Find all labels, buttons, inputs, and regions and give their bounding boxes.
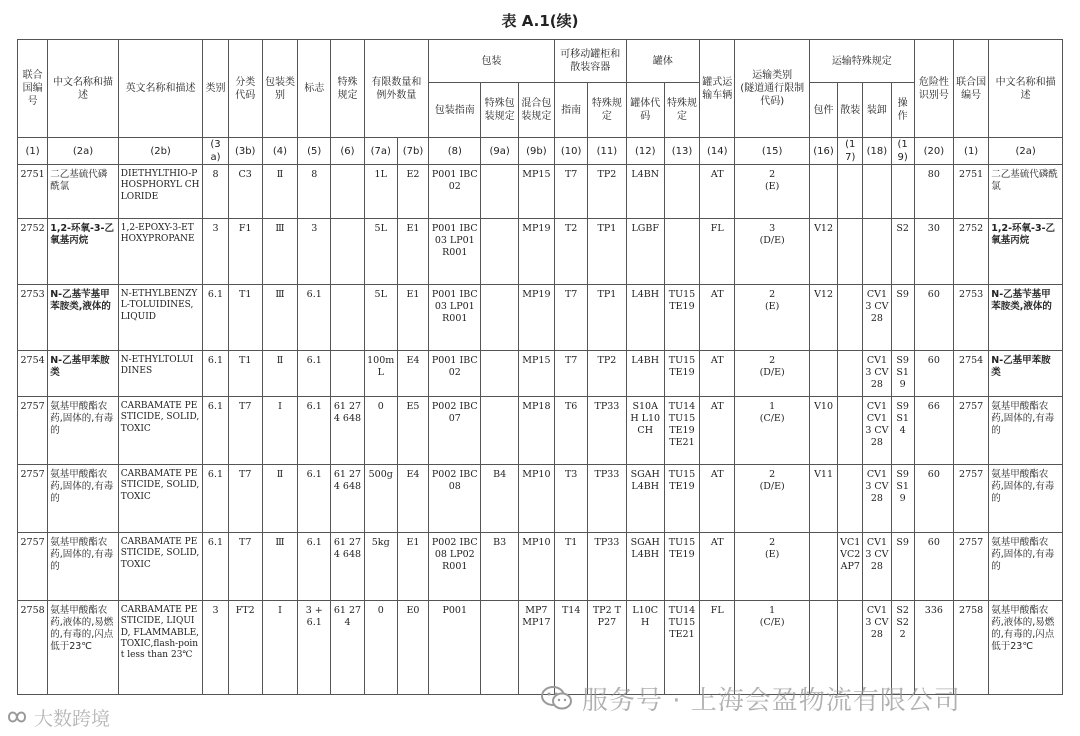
column-number: (2a) [989,138,1063,165]
transport-cat-value: 2 [769,289,776,300]
header-packaging: 包装 [429,40,555,83]
label-cell: 6.1 [298,533,331,601]
column-number: (2a) [48,138,119,165]
pack-special-cell: B4 [481,465,518,533]
transport-cat-cell [735,465,810,533]
vehicle-cell: AT [700,285,735,351]
name-en-cell: CARBAMATE PESTICIDE, SOLID,TOXIC [118,465,203,533]
ts-load-cell [863,219,891,285]
name-en-cell: CARBAMATE PESTICIDE, LIQUID, FLAMMABLE, TOXIC,flash-point less than 23℃ [118,601,203,695]
hazard-id-cell: 60 [914,533,953,601]
name-en-cell: N-ETHYLBENZYL-TOLUIDINES, LIQUID [118,285,203,351]
portable-guide-cell: T7 [555,165,588,219]
header-limited: 有限数量和例外数量 [364,40,428,138]
excepted-qty-cell: E4 [397,465,428,533]
header-class-code: 分类代码 [228,40,262,138]
tank-special-cell [664,219,699,285]
header-label: 标志 [298,40,331,138]
watermark-brand [6,704,110,730]
ts-op-cell: S9 [891,285,914,351]
un-no-cell: 2754 [18,351,48,397]
pack-special-cell [481,397,518,465]
mixed-pack-cell: MP19 [518,219,554,285]
table-row [18,533,1063,601]
column-number: (9a) [481,138,518,165]
transport-cat-value: 1 [769,401,776,412]
class-cell: 6.1 [203,533,228,601]
portable-guide-cell: T1 [555,533,588,601]
column-number: (16) [809,138,837,165]
tank-special-cell: TU15 TE19 [664,533,699,601]
pack-special-cell [481,219,518,285]
column-number: (13) [664,138,699,165]
pack-instr-cell: P002 IBC07 [429,397,481,465]
excepted-qty-cell: E1 [397,285,428,351]
hazard-id-cell: 66 [914,397,953,465]
label-cell: 3 + 6.1 [298,601,331,695]
name-en-cell: N-ETHYLTOLUIDINES [118,351,203,397]
ts-op-cell: S2 [891,219,914,285]
transport-cat-cell [735,397,810,465]
column-number: (18) [863,138,891,165]
header-transport-cat-main: 运输类别 [752,70,793,81]
portable-guide-cell: T14 [555,601,588,695]
ts-pack-cell: V10 [809,397,837,465]
name-zh-2-cell: 氨基甲酸酯农药,固体的,有毒的 [989,533,1063,601]
mixed-pack-cell: MP15 [518,351,554,397]
hazard-id-cell: 336 [914,601,953,695]
ts-op-cell: S9 S19 [891,351,914,397]
portable-special-cell: TP1 [588,219,626,285]
column-number: (6) [331,138,364,165]
table-row [18,465,1063,533]
header-guide: 指南 [555,83,588,138]
limited-qty-cell: 5L [364,219,397,285]
ts-bulk-cell [838,465,863,533]
tank-special-cell: TU15 TE19 [664,285,699,351]
mixed-pack-cell: MP7 MP17 [518,601,554,695]
name-zh-cell: 氨基甲酸酯农药,固体的,有毒的 [48,533,119,601]
hazard-id-cell: 60 [914,351,953,397]
column-number: (10) [555,138,588,165]
name-zh-2-cell: N-乙基苄基甲苯胺类,液体的 [989,285,1063,351]
transport-cat-value: 2 [769,355,776,366]
tank-code-cell: L4BH [626,351,664,397]
un-no-2-cell: 2754 [954,351,989,397]
label-cell: 6.1 [298,465,331,533]
tank-code-cell: S10AH L10CH [626,397,664,465]
ts-bulk-cell: VC1 VC2 AP7 [838,533,863,601]
hazard-id-cell: 30 [914,219,953,285]
un-no-2-cell: 2758 [954,601,989,695]
portable-guide-cell: T2 [555,219,588,285]
pack-group-cell: Ⅰ [262,601,297,695]
un-no-cell: 2758 [18,601,48,695]
excepted-qty-cell: E0 [397,601,428,695]
transport-cat-value: 2 [769,469,776,480]
transport-cat-value: 2 [769,169,776,180]
class-cell: 3 [203,219,228,285]
vehicle-cell: AT [700,397,735,465]
name-zh-2-cell: 二乙基硫代磷酰氯 [989,165,1063,219]
limited-qty-cell: 500g [364,465,397,533]
header-ts-load: 装卸 [863,83,891,138]
transport-cat-value: 2 [769,537,776,548]
table-row [18,397,1063,465]
wechat-icon [540,684,574,712]
header-transport-cat-sub: (隧道通行限制代码) [740,83,805,107]
mixed-pack-cell: MP10 [518,465,554,533]
special-cell: 61 274 [331,601,364,695]
limited-qty-cell: 0 [364,601,397,695]
ts-load-cell [863,165,891,219]
name-zh-2-cell: 1,2-环氧-3-乙氧基丙烷 [989,219,1063,285]
header-portable-special: 特殊规定 [588,83,626,138]
excepted-qty-cell: E1 [397,533,428,601]
table-row [18,285,1063,351]
tunnel-code-value: (C/E) [759,616,785,628]
column-number: (15) [735,138,810,165]
tank-code-cell: LGBF [626,219,664,285]
class-code-cell: FT2 [228,601,262,695]
class-code-cell: T7 [228,397,262,465]
column-number: (4) [262,138,297,165]
header-tank: 罐体 [626,40,700,83]
mixed-pack-cell: MP15 [518,165,554,219]
ts-bulk-cell [838,219,863,285]
vehicle-cell: AT [700,165,735,219]
transport-cat-cell [735,533,810,601]
un-no-cell: 2757 [18,465,48,533]
pack-group-cell: Ⅲ [262,285,297,351]
hazard-id-cell: 60 [914,465,953,533]
watermark-brand-text: 大数跨境 [34,707,111,730]
watermark-service-text: 服务号 · 上海会盈物流有限公司 [582,685,961,716]
excepted-qty-cell: E4 [397,351,428,397]
class-code-cell: T7 [228,533,262,601]
header-name-zh-2: 中文名称和描述 [989,40,1063,138]
column-number: (11) [588,138,626,165]
header-tank-code: 罐体代码 [626,83,664,138]
tank-special-cell: TU14 TU15 TE21 [664,601,699,695]
class-cell: 6.1 [203,285,228,351]
column-number: (19) [891,138,914,165]
un-no-cell: 2757 [18,533,48,601]
special-cell [331,285,364,351]
ts-load-cell: CV1 CV13 CV28 [863,397,891,465]
pack-group-cell: Ⅰ [262,397,297,465]
name-zh-cell: 氨基甲酸酯农药,液体的,易燃的,有毒的,闪点低于23℃ [48,601,119,695]
tunnel-code-value: (E) [764,548,780,560]
limited-qty-cell: 1L [364,165,397,219]
special-cell [331,351,364,397]
excepted-qty-cell: E5 [397,397,428,465]
limited-qty-cell: 100mL [364,351,397,397]
un-no-2-cell: 2751 [954,165,989,219]
special-cell: 61 274 648 [331,533,364,601]
column-number: (1) [954,138,989,165]
ts-pack-cell [809,165,837,219]
header-hazard-id: 危险性识别号 [914,40,953,138]
special-cell [331,165,364,219]
pack-special-cell [481,601,518,695]
column-number: (3b) [228,138,262,165]
header-vehicle: 罐式运输车辆 [700,40,735,138]
header-ts-op: 操作 [891,83,914,138]
tunnel-code-value: (D/E) [759,366,785,378]
ts-op-cell [891,165,914,219]
ts-bulk-cell [838,165,863,219]
transport-cat-cell [735,285,810,351]
hazard-id-cell: 80 [914,165,953,219]
ts-bulk-cell [838,397,863,465]
pack-special-cell [481,351,518,397]
header-portable: 可移动罐柜和散装容器 [555,40,627,83]
name-zh-2-cell: N-乙基甲苯胺类 [989,351,1063,397]
name-zh-cell: 1,2-环氧-3-乙氧基丙烷 [48,219,119,285]
mixed-pack-cell: MP19 [518,285,554,351]
vehicle-cell: AT [700,465,735,533]
transport-cat-value: 1 [769,605,776,616]
column-number: (12) [626,138,664,165]
name-zh-cell: 二乙基硫代磷酰氯 [48,165,119,219]
header-name-en: 英文名称和描述 [118,40,203,138]
transport-cat-cell [735,219,810,285]
table-title: 表 A.1(续) [501,12,579,30]
header-un-no-2: 联合国编号 [954,40,989,138]
label-cell: 3 [298,219,331,285]
pack-special-cell: B3 [481,533,518,601]
header-ts-bulk: 散装 [838,83,863,138]
column-number: (7b) [397,138,428,165]
ts-bulk-cell [838,351,863,397]
class-cell: 3 [203,601,228,695]
name-en-cell: CARBAMATE PESTICIDE, SOLID,TOXIC [118,533,203,601]
un-no-cell: 2751 [18,165,48,219]
name-en-cell: CARBAMATE PESTICIDE, SOLID,TOXIC [118,397,203,465]
un-no-2-cell: 2752 [954,219,989,285]
name-zh-2-cell: 氨基甲酸酯农药,液体的,易燃的,有毒的,闪点低于23℃ [989,601,1063,695]
portable-special-cell: TP33 [588,533,626,601]
class-cell: 6.1 [203,397,228,465]
portable-guide-cell: T6 [555,397,588,465]
brand-logo-icon [6,708,28,726]
class-code-cell: F1 [228,219,262,285]
ts-pack-cell: V12 [809,219,837,285]
pack-instr-cell: P001 IBC02 [429,351,481,397]
excepted-qty-cell: E2 [397,165,428,219]
ts-op-cell: S9 S19 [891,465,914,533]
header-tank-special: 特殊规定 [664,83,699,138]
pack-group-cell: Ⅲ [262,219,297,285]
table-row [18,351,1063,397]
tank-code-cell: SGAH L4BH [626,533,664,601]
portable-guide-cell: T7 [555,285,588,351]
portable-special-cell: TP2 [588,165,626,219]
class-code-cell: C3 [228,165,262,219]
class-code-cell: T7 [228,465,262,533]
table-body [18,165,1063,695]
column-number: (2b) [118,138,203,165]
limited-qty-cell: 5L [364,285,397,351]
pack-instr-cell: P001 IBC03 LP01 R001 [429,219,481,285]
limited-qty-cell: 0 [364,397,397,465]
column-number-row [18,138,1063,165]
pack-instr-cell: P001 [429,601,481,695]
header-pack-group: 包装类别 [262,40,297,138]
table-row [18,219,1063,285]
tank-code-cell: L10CH [626,601,664,695]
ts-pack-cell: V11 [809,465,837,533]
dangerous-goods-table [17,39,1063,695]
portable-special-cell: TP33 [588,397,626,465]
class-cell: 8 [203,165,228,219]
tank-special-cell: TU14 TU15 TE19 TE21 [664,397,699,465]
ts-op-cell: S9 S14 [891,397,914,465]
column-number: (5) [298,138,331,165]
ts-pack-cell [809,351,837,397]
transport-cat-cell [735,351,810,397]
pack-group-cell: Ⅱ [262,465,297,533]
column-number: (9b) [518,138,554,165]
ts-load-cell: CV13 CV28 [863,533,891,601]
portable-special-cell: TP1 [588,285,626,351]
tunnel-code-value: (D/E) [759,480,785,492]
transport-cat-value: 3 [769,223,776,234]
pack-instr-cell: P001 IBC03 LP01 R001 [429,285,481,351]
label-cell: 6.1 [298,351,331,397]
ts-pack-cell [809,533,837,601]
label-cell: 6.1 [298,397,331,465]
portable-guide-cell: T7 [555,351,588,397]
pack-group-cell: Ⅲ [262,533,297,601]
ts-bulk-cell [838,285,863,351]
pack-special-cell [481,285,518,351]
vehicle-cell: FL [700,601,735,695]
label-cell: 6.1 [298,285,331,351]
special-cell: 61 274 648 [331,465,364,533]
tunnel-code-value: (E) [764,180,780,192]
header-ts-pack: 包件 [809,83,837,138]
name-zh-2-cell: 氨基甲酸酯农药,固体的,有毒的 [989,465,1063,533]
tunnel-code-value: (C/E) [759,412,785,424]
un-no-2-cell: 2757 [954,397,989,465]
limited-qty-cell: 5kg [364,533,397,601]
header-mixed-pack: 混合包装规定 [518,83,554,138]
ts-pack-cell: V12 [809,285,837,351]
portable-special-cell: TP2 TP27 [588,601,626,695]
header-transport-cat [735,40,810,138]
name-en-cell: DIETHYLTHIO-PHOSPHORYL CHLORIDE [118,165,203,219]
name-zh-cell: N-乙基甲苯胺类 [48,351,119,397]
header-name-zh: 中文名称和描述 [48,40,119,138]
transport-cat-cell [735,165,810,219]
header-class: 类别 [203,40,228,138]
ts-op-cell: S2 S22 [891,601,914,695]
label-cell: 8 [298,165,331,219]
class-cell: 6.1 [203,351,228,397]
name-en-cell: 1,2-EPOXY-3-ETHOXYPROPANE [118,219,203,285]
tank-special-cell: TU15 TE19 [664,351,699,397]
name-zh-cell: N-乙基苄基甲苯胺类,液体的 [48,285,119,351]
pack-instr-cell: P002 IBC08 [429,465,481,533]
ts-load-cell: CV13 CV28 [863,351,891,397]
hazard-id-cell: 60 [914,285,953,351]
portable-special-cell: TP33 [588,465,626,533]
name-zh-cell: 氨基甲酸酯农药,固体的,有毒的 [48,465,119,533]
ts-load-cell: CV13 CV28 [863,601,891,695]
header-pack-instr: 包装指南 [429,83,481,138]
tank-code-cell: SGAH L4BH [626,465,664,533]
tunnel-code-value: (E) [764,300,780,312]
column-number: (17) [838,138,863,165]
mixed-pack-cell: MP18 [518,397,554,465]
portable-special-cell: TP2 [588,351,626,397]
pack-special-cell [481,165,518,219]
pack-instr-cell: P001 IBC02 [429,165,481,219]
un-no-2-cell: 2757 [954,465,989,533]
name-zh-2-cell: 氨基甲酸酯农药,固体的,有毒的 [989,397,1063,465]
tank-special-cell: TU15 TE19 [664,465,699,533]
mixed-pack-cell: MP10 [518,533,554,601]
pack-group-cell: Ⅱ [262,165,297,219]
tank-code-cell: L4BH [626,285,664,351]
column-number: (7a) [364,138,397,165]
watermark-service [540,681,1060,715]
class-code-cell: T1 [228,351,262,397]
vehicle-cell: FL [700,219,735,285]
header-un-no: 联合国编号 [18,40,48,138]
column-number: (20) [914,138,953,165]
vehicle-cell: AT [700,351,735,397]
excepted-qty-cell: E1 [397,219,428,285]
special-cell [331,219,364,285]
header-transport-special: 运输特殊规定 [809,40,914,83]
tank-special-cell [664,165,699,219]
column-number: (1) [18,138,48,165]
table-row [18,165,1063,219]
un-no-cell: 2757 [18,397,48,465]
pack-group-cell: Ⅱ [262,351,297,397]
tank-code-cell: L4BN [626,165,664,219]
column-number: (3a) [203,138,228,165]
portable-guide-cell: T3 [555,465,588,533]
un-no-cell: 2752 [18,219,48,285]
column-number: (14) [700,138,735,165]
un-no-2-cell: 2753 [954,285,989,351]
ts-op-cell: S9 [891,533,914,601]
special-cell: 61 274 648 [331,397,364,465]
header-special: 特殊规定 [331,40,364,138]
ts-load-cell: CV13 CV28 [863,465,891,533]
header-pack-special: 特殊包装规定 [481,83,518,138]
class-cell: 6.1 [203,465,228,533]
pack-instr-cell: P002 IBC08 LP02 R001 [429,533,481,601]
name-zh-cell: 氨基甲酸酯农药,固体的,有毒的 [48,397,119,465]
vehicle-cell: AT [700,533,735,601]
un-no-cell: 2753 [18,285,48,351]
un-no-2-cell: 2757 [954,533,989,601]
ts-load-cell: CV13 CV28 [863,285,891,351]
tunnel-code-value: (D/E) [759,234,785,246]
column-number: (8) [429,138,481,165]
class-code-cell: T1 [228,285,262,351]
